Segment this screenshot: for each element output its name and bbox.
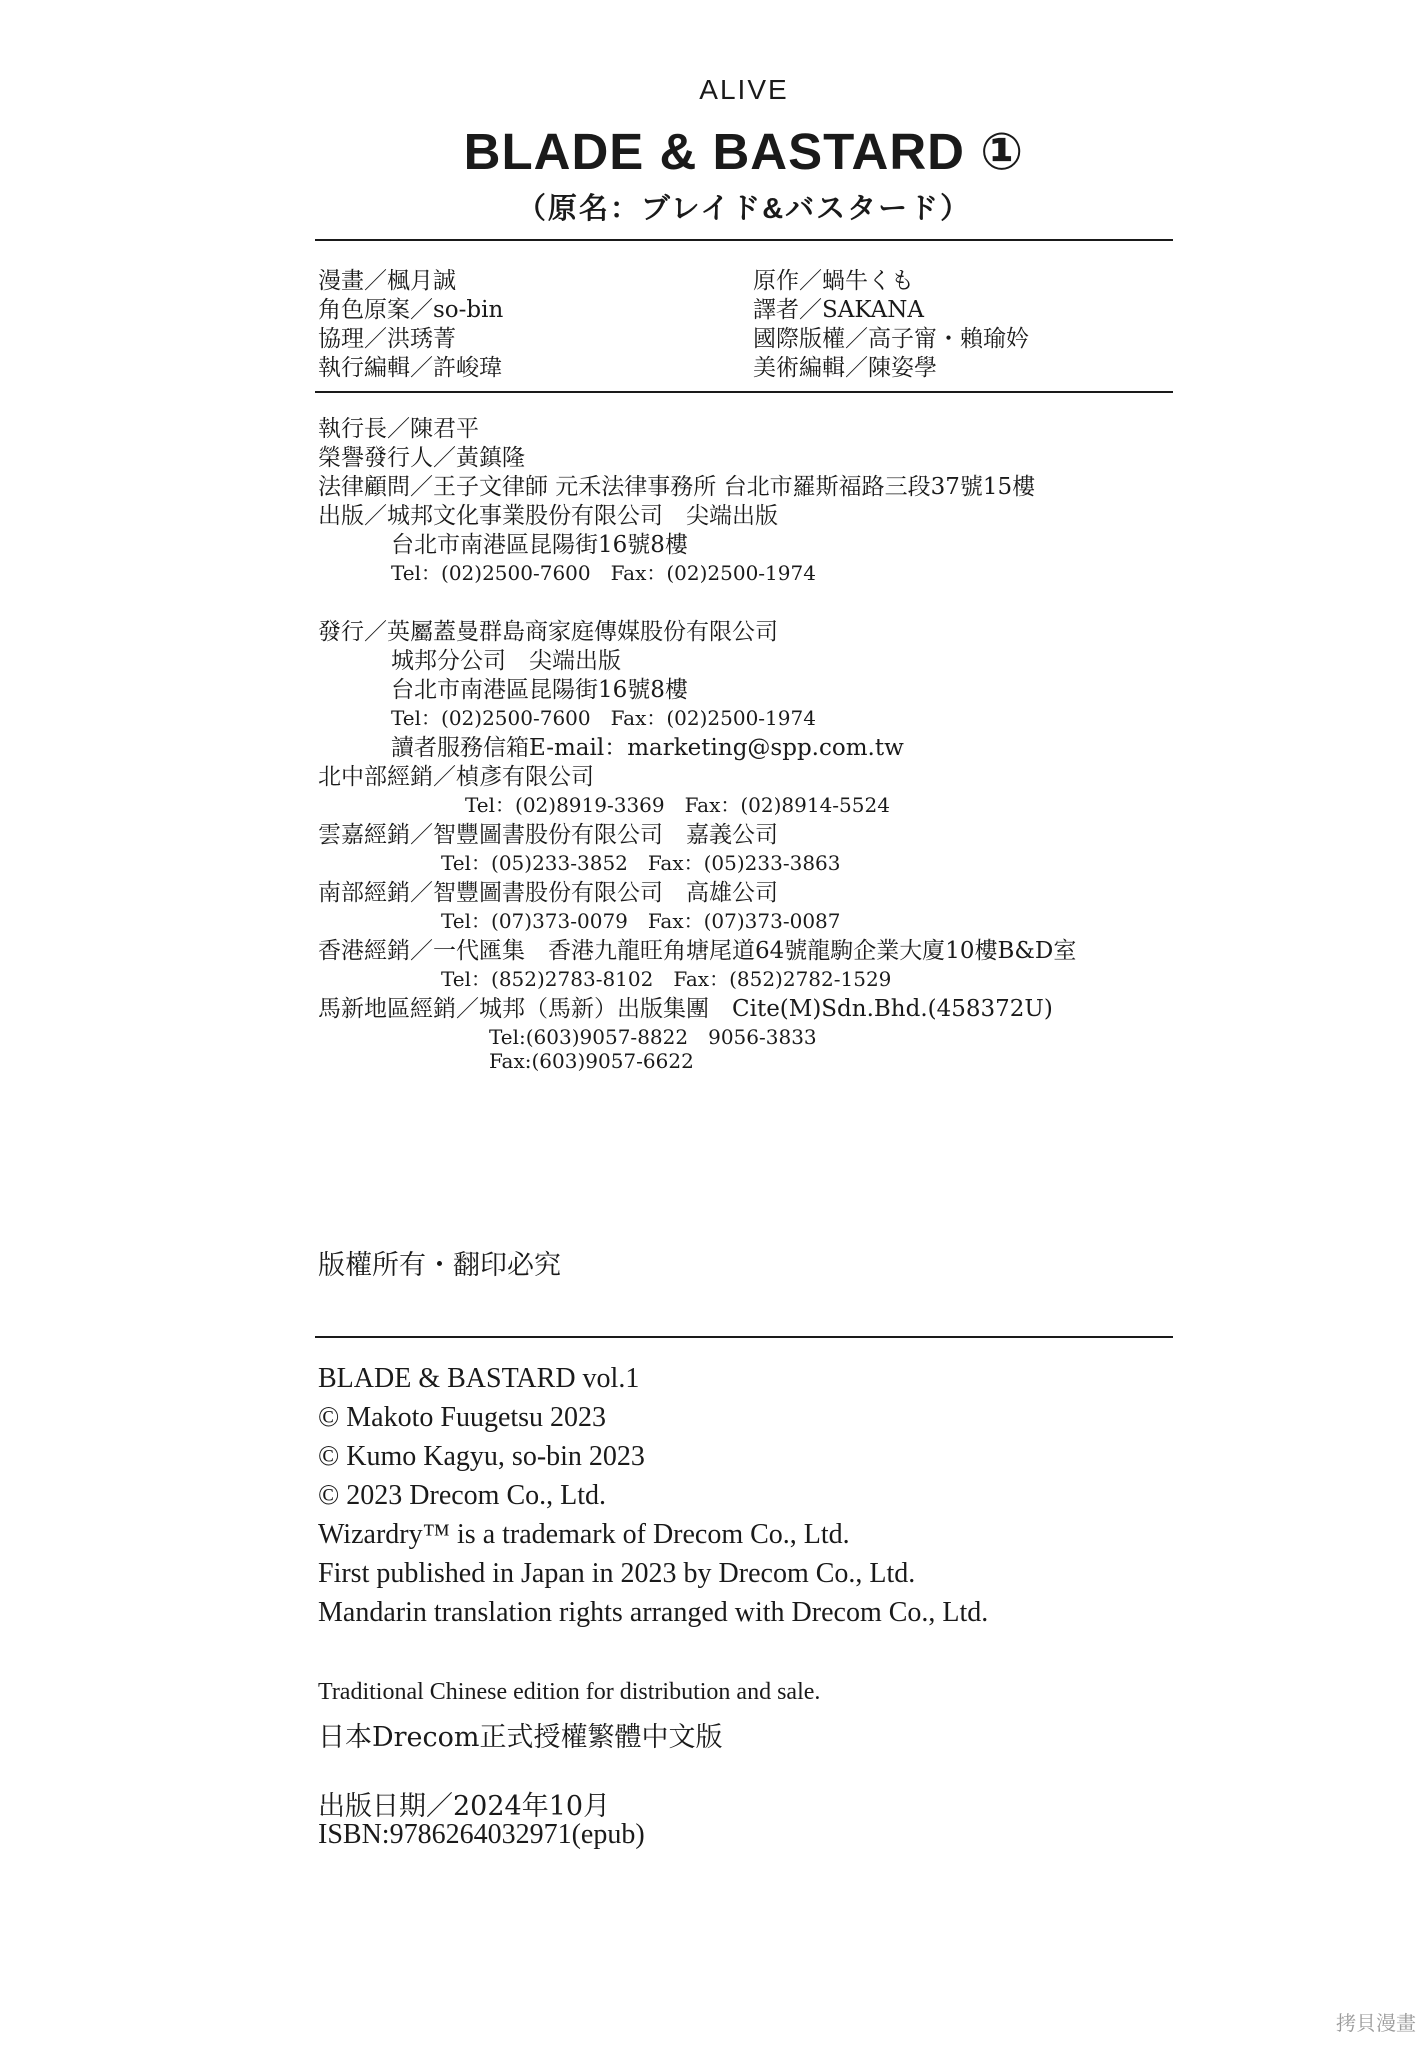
credit-assistant-manager: 協理／洪琇菁 xyxy=(318,326,456,352)
credit-original-author: 原作／蝸牛くも xyxy=(753,268,914,294)
english-line-5: Wizardry™ is a trademark of Drecom Co., Ltd. xyxy=(318,1519,850,1550)
edition-authorized: 日本Drecom正式授權繁體中文版 xyxy=(318,1722,723,1753)
original-title: （原名：ブレイド&バスタード） xyxy=(516,193,972,225)
english-line-7: Mandarin translation rights arranged with Drecom Co., Ltd. xyxy=(318,1597,989,1628)
legal-advisor-line: 法律顧問／王子文律師 元禾法律事務所 台北市羅斯福路三段37號15樓 xyxy=(318,474,1036,500)
watermark-logo xyxy=(1336,2008,1422,2036)
english-line-4: © 2023 Drecom Co., Ltd. xyxy=(318,1480,607,1511)
distributor-address: 台北市南港區昆陽街16號8樓 xyxy=(391,677,688,703)
publisher-line: 出版／城邦文化事業股份有限公司 尖端出版 xyxy=(318,503,778,529)
south-distributor: 南部經銷／智豐圖書股份有限公司 高雄公司 xyxy=(318,880,778,906)
distributor-branch: 城邦分公司 尖端出版 xyxy=(391,648,621,674)
hongkong-distributor: 香港經銷／一代匯集 香港九龍旺角塘尾道64號龍駒企業大廈10樓B&D室 xyxy=(318,938,1077,964)
divider-credits xyxy=(315,391,1173,393)
yunjia-distributor-contact: Tel：(05)233-3852 Fax：(05)233-3863 xyxy=(441,851,841,875)
malaysia-distributor: 馬新地區經銷／城邦（馬新）出版集團 Cite(M)Sdn.Bhd.(458372U) xyxy=(318,996,1053,1022)
honorary-publisher-line: 榮譽發行人／黃鎮隆 xyxy=(318,445,525,471)
book-title: BLADE & BASTARD ① xyxy=(463,123,1025,180)
english-line-1: BLADE & BASTARD vol.1 xyxy=(318,1363,640,1394)
publisher-contact: Tel：(02)2500-7600 Fax：(02)2500-1974 xyxy=(391,561,816,585)
credit-translator: 譯者／SAKANA xyxy=(753,297,924,323)
malaysia-distributor-fax: Fax:(603)9057-6622 xyxy=(489,1049,694,1073)
series-label: ALIVE xyxy=(699,74,789,105)
north-distributor: 北中部經銷／楨彥有限公司 xyxy=(318,764,594,790)
divider-english xyxy=(315,1336,1173,1338)
south-distributor-contact: Tel：(07)373-0079 Fax：(07)373-0087 xyxy=(441,909,841,933)
credit-executive-editor: 執行編輯／許峻瑋 xyxy=(318,355,502,381)
divider-top xyxy=(315,239,1173,241)
distributor-line: 發行／英屬蓋曼群島商家庭傳媒股份有限公司 xyxy=(318,619,778,645)
publication-date: 出版日期／2024年10月 xyxy=(318,1791,611,1822)
reader-service-email: 讀者服務信箱E-mail：marketing@spp.com.tw xyxy=(391,735,904,761)
distributor-contact: Tel：(02)2500-7600 Fax：(02)2500-1974 xyxy=(391,706,816,730)
english-line-6: First published in Japan in 2023 by Drecom Co., Ltd. xyxy=(318,1558,916,1589)
english-line-3: © Kumo Kagyu, so-bin 2023 xyxy=(318,1441,645,1472)
north-distributor-contact: Tel：(02)8919-3369 Fax：(02)8914-5524 xyxy=(465,793,890,817)
publisher-address: 台北市南港區昆陽街16號8樓 xyxy=(391,532,688,558)
watermark-text: 拷貝漫畫 xyxy=(1336,2011,1416,2035)
credit-manga: 漫畫／楓月誠 xyxy=(318,268,456,294)
credit-art-editor: 美術編輯／陳姿學 xyxy=(753,355,937,381)
rights-notice: 版權所有・翻印必究 xyxy=(318,1250,561,1281)
hongkong-distributor-contact: Tel：(852)2783-8102 Fax：(852)2782-1529 xyxy=(441,967,892,991)
yunjia-distributor: 雲嘉經銷／智豐圖書股份有限公司 嘉義公司 xyxy=(318,822,778,848)
edition-distribution: Traditional Chinese edition for distribution and sale. xyxy=(318,1679,821,1705)
ceo-line: 執行長／陳君平 xyxy=(318,416,479,442)
credit-international-rights: 國際版權／高子甯・賴瑜妗 xyxy=(753,326,1029,352)
malaysia-distributor-tel: Tel:(603)9057-8822 9056-3833 xyxy=(489,1025,817,1049)
english-line-2: © Makoto Fuugetsu 2023 xyxy=(318,1402,607,1433)
isbn: ISBN:9786264032971(epub) xyxy=(318,1819,645,1850)
credit-character-design: 角色原案／so-bin xyxy=(318,297,504,323)
